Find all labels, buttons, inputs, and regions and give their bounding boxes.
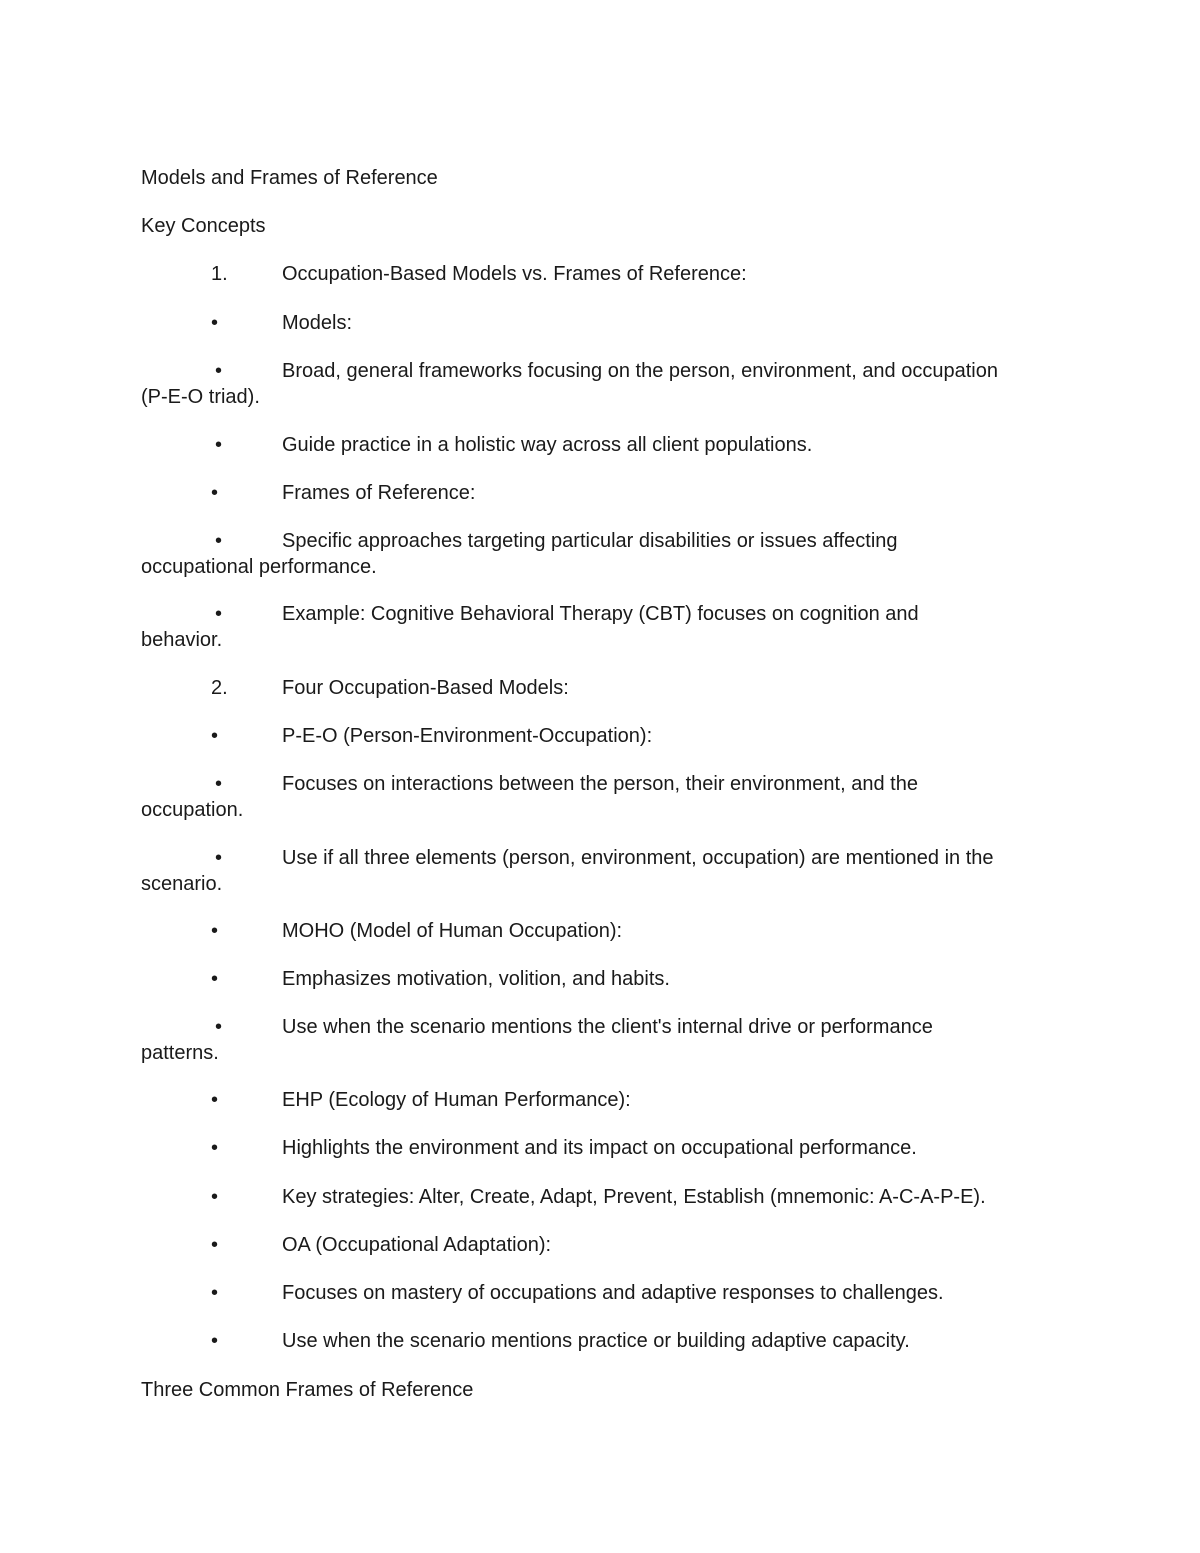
list-item-continuation: occupation.	[141, 799, 244, 821]
bullet-icon: •	[215, 603, 223, 625]
bullet-icon: •	[211, 1137, 219, 1159]
list-number: 2.	[211, 677, 228, 699]
bullet-icon: •	[211, 482, 219, 504]
list-number: 1.	[211, 263, 228, 285]
list-item-text: Frames of Reference:	[282, 482, 476, 504]
list-item-text: Example: Cognitive Behavioral Therapy (CBT) focuses on cognition and	[282, 603, 919, 625]
bullet-icon: •	[215, 360, 223, 382]
bullet-icon: •	[215, 434, 223, 456]
list-item-text: Focuses on mastery of occupations and adaptive responses to challenges.	[282, 1282, 944, 1304]
list-item-continuation: patterns.	[141, 1042, 219, 1064]
list-item-text: Use when the scenario mentions the client's internal drive or performance	[282, 1016, 933, 1038]
list-item-text: P-E-O (Person-Environment-Occupation):	[282, 725, 653, 747]
list-item-text: Occupation-Based Models vs. Frames of Reference:	[282, 263, 747, 285]
closing-heading: Three Common Frames of Reference	[141, 1379, 474, 1401]
bullet-icon: •	[211, 1330, 219, 1352]
bullet-icon: •	[211, 312, 219, 334]
list-item-continuation: scenario.	[141, 873, 223, 895]
list-item-text: Key strategies: Alter, Create, Adapt, Prevent, Establish (mnemonic: A-C-A-P-E).	[282, 1186, 986, 1208]
bullet-icon: •	[211, 725, 219, 747]
list-item-text: EHP (Ecology of Human Performance):	[282, 1089, 631, 1111]
list-item-text: Emphasizes motivation, volition, and habits.	[282, 968, 670, 990]
bullet-icon: •	[211, 1234, 219, 1256]
list-item-continuation: behavior.	[141, 629, 223, 651]
list-item-text: OA (Occupational Adaptation):	[282, 1234, 552, 1256]
list-item-text: Specific approaches targeting particular disabilities or issues affecting	[282, 530, 898, 552]
bullet-icon: •	[215, 773, 223, 795]
list-item-text: Use when the scenario mentions practice or building adaptive capacity.	[282, 1330, 910, 1352]
list-item-continuation: (P-E-O triad).	[141, 386, 260, 408]
bullet-icon: •	[211, 1186, 219, 1208]
bullet-icon: •	[215, 847, 223, 869]
bullet-icon: •	[215, 530, 223, 552]
list-item-text: Focuses on interactions between the person, their environment, and the	[282, 773, 918, 795]
bullet-icon: •	[211, 1282, 219, 1304]
list-item-text: Four Occupation-Based Models:	[282, 677, 569, 699]
bullet-icon: •	[211, 1089, 219, 1111]
section-heading: Key Concepts	[141, 215, 266, 237]
bullet-icon: •	[211, 968, 219, 990]
bullet-icon: •	[211, 920, 219, 942]
list-item-continuation: occupational performance.	[141, 556, 377, 578]
list-item-text: MOHO (Model of Human Occupation):	[282, 920, 623, 942]
bullet-icon: •	[215, 1016, 223, 1038]
list-item-text: Highlights the environment and its impact on occupational performance.	[282, 1137, 917, 1159]
list-item-text: Guide practice in a holistic way across all client populations.	[282, 434, 813, 456]
list-item-text: Models:	[282, 312, 353, 334]
list-item-text: Broad, general frameworks focusing on the person, environment, and occupation	[282, 360, 998, 382]
list-item-text: Use if all three elements (person, environment, occupation) are mentioned in the	[282, 847, 994, 869]
document-title: Models and Frames of Reference	[141, 167, 438, 189]
